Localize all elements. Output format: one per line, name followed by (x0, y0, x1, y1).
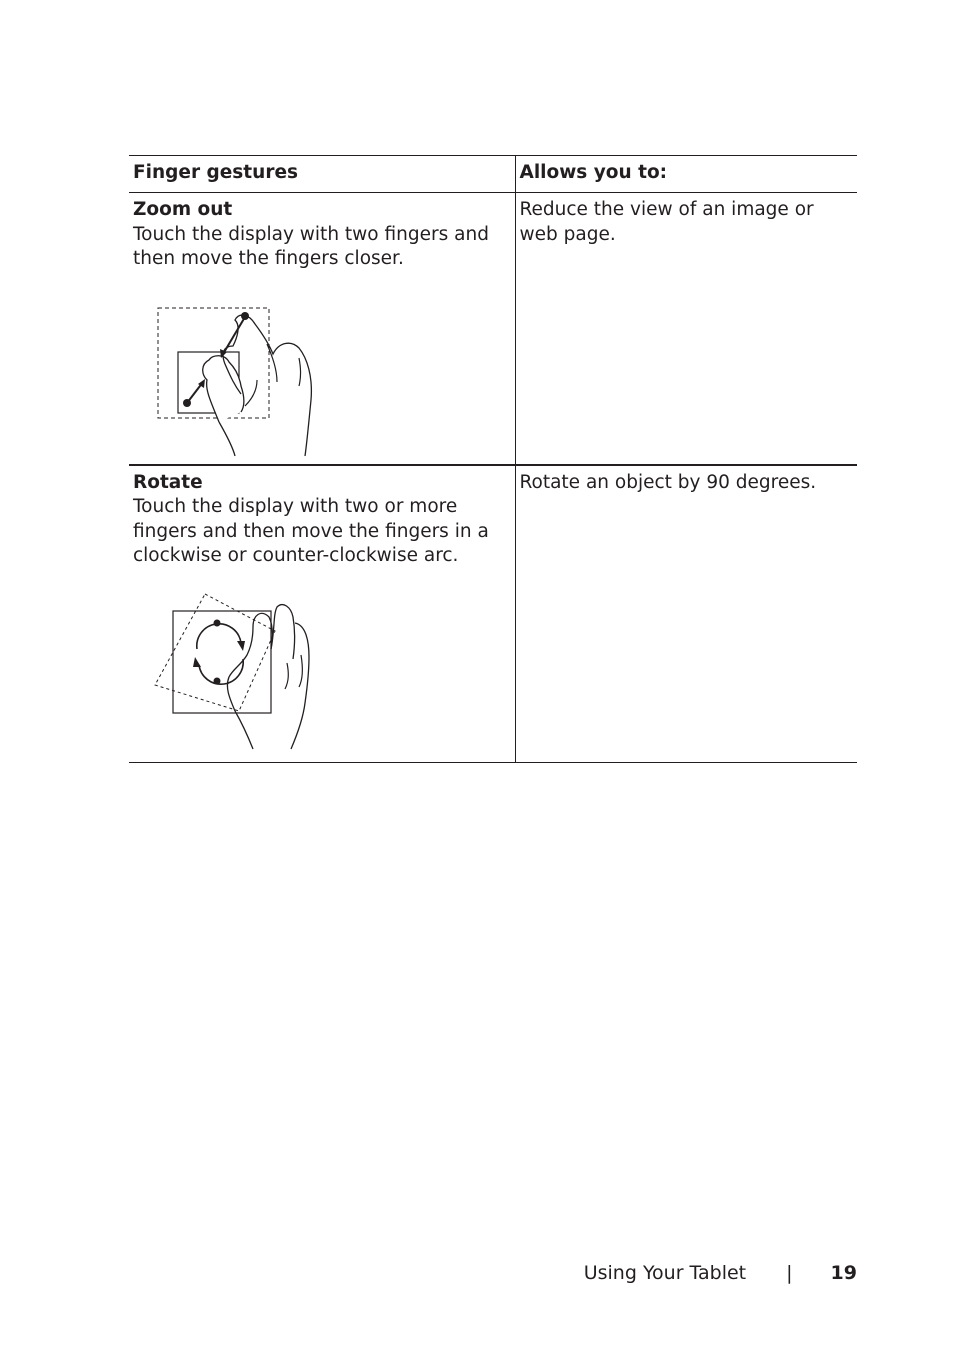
footer-section-title: Using Your Tablet (583, 1262, 747, 1284)
page-footer (584, 1260, 857, 1286)
gesture-cell (129, 465, 515, 763)
gesture-description: Touch the display with two fingers and then move the fingers closer. (133, 223, 489, 269)
table-header-row (129, 156, 857, 193)
gesture-name: Zoom out (133, 199, 233, 220)
page-number: 19 (830, 1262, 857, 1284)
gesture-cell (129, 193, 515, 465)
gesture-description: Touch the display with two or more fingers and then move the fingers in a clockwise or counter-clockwise arc. (133, 496, 489, 566)
table-row (129, 465, 857, 763)
rotate-gesture-icon (149, 593, 339, 753)
header-finger-gestures: Finger gestures (129, 156, 515, 193)
header-allows-you-to: Allows you to: (515, 156, 857, 193)
table-row (129, 193, 857, 465)
footer-separator: | (786, 1262, 793, 1284)
gesture-name: Rotate (133, 471, 203, 493)
result-cell: Reduce the view of an image or web page. (515, 193, 857, 465)
result-cell: Rotate an object by 90 degrees. (515, 465, 857, 763)
gesture-table (129, 155, 857, 763)
zoom-out-gesture-icon (149, 302, 339, 457)
